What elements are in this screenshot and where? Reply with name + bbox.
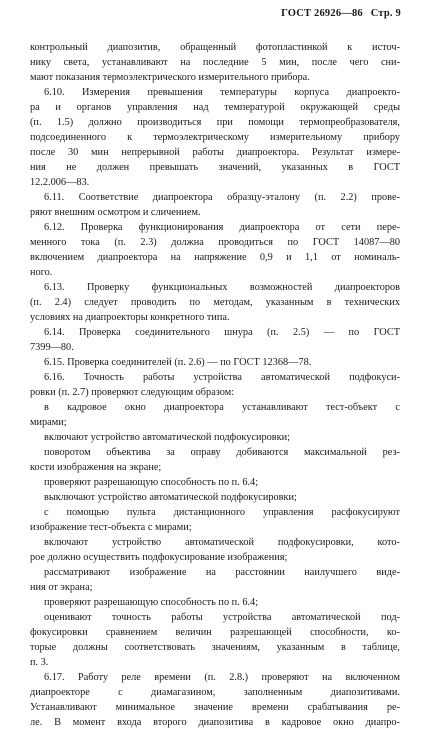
- text-line: проверяют разрешающую способность по п. 6.4;: [44, 597, 259, 608]
- text-line: 12.2.006—83.: [30, 177, 90, 188]
- text-line: ряют внешним осмотром и сличением.: [30, 207, 201, 218]
- text-line: 7399—80.: [30, 342, 74, 353]
- standard-number: ГОСТ 26926—86: [281, 8, 363, 19]
- text-line: (п. 2.4) следует проводить по методам, указанным в технических: [30, 297, 400, 308]
- text-line: проверяют разрешающую способность по п. 6.4;: [44, 477, 259, 488]
- text-line: поворотом объектива за оправу добиваются максимальной рез-: [44, 447, 400, 458]
- text-line: 6.17. Работу реле времени (п. 2.8.) проверяют на включенном: [44, 672, 400, 683]
- text-line: после 30 мин непрерывной работы диапроектора. Результат измере-: [30, 147, 400, 158]
- text-line: изображение тест-объекта с мирами;: [30, 522, 192, 533]
- text-line: с помощью пульта дистанционного управления расфокусируют: [44, 507, 400, 518]
- text-line: ния не должен превышать значений, указанных в ГОСТ: [30, 162, 400, 173]
- text-line: ного.: [30, 267, 53, 278]
- text-line: (п. 1.5) должно производиться при помощи термопреобразователя,: [30, 117, 400, 128]
- text-line: 6.10. Измерения превышения температуры корпуса диапроекто-: [44, 87, 400, 98]
- text-line: ра и органов управления над температурой окружающей среды: [30, 102, 400, 113]
- text-line: в кадровое окно диапроектора устанавливают тест-объект с: [44, 402, 400, 413]
- text-line: подсоединенного к термоэлектрическому измерительному прибору: [30, 132, 400, 143]
- text-line: рое должно осуществить подфокусирование изображения;: [30, 552, 288, 563]
- text-line: включают устройство автоматической подфокусировки;: [44, 432, 290, 443]
- document-body: [30, 40, 400, 730]
- text-line: 6.14. Проверка соединительного шнура (п. 2.5) — по ГОСТ: [44, 327, 400, 338]
- text-line: торые должны соответствовать значениям, указанным в таблице,: [30, 642, 400, 653]
- text-line: менного тока (п. 2.3) должна проводиться по ГОСТ 14087—80: [30, 237, 400, 248]
- text-line: нику света, устанавливают на последние 5 мин, после чего сни-: [30, 57, 400, 68]
- text-line: 6.12. Проверка функционирования диапроектора от сети пере-: [44, 222, 400, 233]
- text-line: включением диапроектора на напряжение 0,9 и 1,1 от номиналь-: [30, 252, 400, 263]
- text-line: Устанавливают минимальное значение времени срабатывания ре-: [30, 702, 400, 713]
- page-header: [276, 8, 401, 19]
- text-line: 6.16. Точность работы устройства автоматической подфокуси-: [44, 372, 400, 383]
- text-line: п. 3.: [30, 657, 49, 668]
- text-line: рассматривают изображение на расстоянии наилучшего виде-: [44, 567, 400, 578]
- text-line: условиях на диапроекторы конкретного типа.: [30, 312, 230, 323]
- page-number: Стр. 9: [370, 8, 401, 19]
- text-line: включают устройство автоматической подфокусировки, кото-: [44, 537, 400, 548]
- text-line: 6.13. Проверку функциональных возможностей диапроекторов: [44, 282, 400, 293]
- text-line: мают показания термоэлектрического измерительного прибора.: [30, 72, 310, 83]
- text-line: ния от экрана;: [30, 582, 93, 593]
- text-line: мирами;: [30, 417, 67, 428]
- text-line: ле. В момент входа второго диапозитива в кадровое окно диапро-: [30, 717, 400, 728]
- text-line: оценивают точность работы устройства автоматической под-: [44, 612, 400, 623]
- text-line: ровки (п. 2.7) проверяют следующим образом:: [30, 387, 235, 398]
- text-line: 6.11. Соответствие диапроектора образцу-эталону (п. 2.2) прове-: [44, 192, 400, 203]
- text-line: 6.15. Проверка соединителей (п. 2.6) — по ГОСТ 12368—78.: [44, 357, 312, 368]
- text-line: фокусировки сравнением величин разрешающей способности, ко-: [30, 627, 400, 638]
- text-line: кости изображения на экране;: [30, 462, 162, 473]
- text-line: контрольный диапозитив, обращенный фотопластинкой к источ-: [30, 42, 400, 53]
- text-line: диапроекторе с диамагазином, заполненным диапозитивами.: [30, 687, 400, 698]
- text-line: выключают устройство автоматической подфокусировки;: [44, 492, 297, 503]
